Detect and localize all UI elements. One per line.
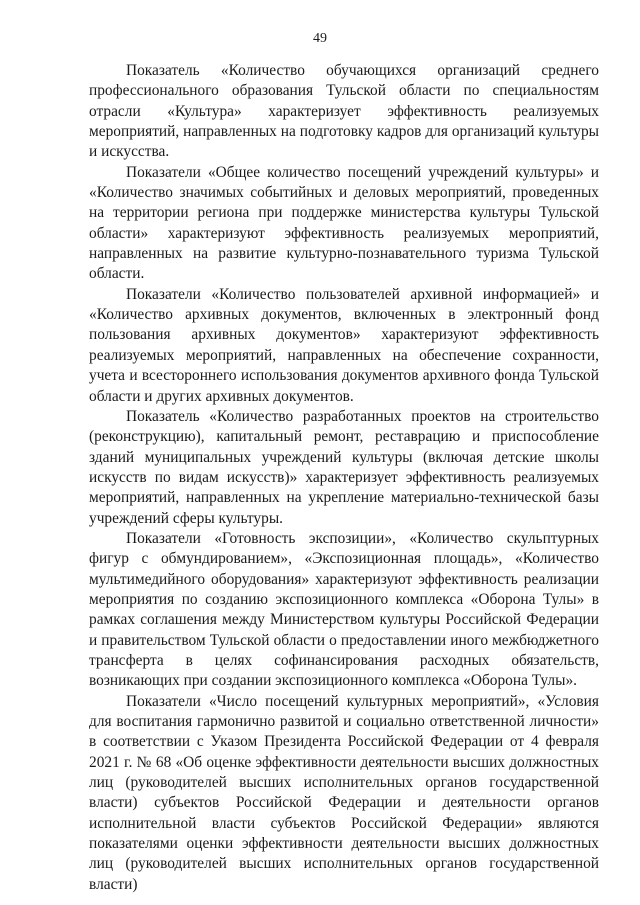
paragraph-5: Показатели «Готовность экспозиции», «Количество скульптурных фигур с обмундированием», «Экспозиционная площадь», «Количество мультимедийного оборудования» характеризуют эффективность реализации мероприятия по созданию экспозиционного комплекса «Оборона Тулы» в рамках соглашения между Министерством культуры Российской Федерации и правительством Тульской области о предоставлении иного межбюджетного трансферта в целях софинансирования расходных обязательств, возникающих при создании экспозиционного комплекса «Оборона Тулы». xyxy=(89,529,599,690)
paragraph-1: Показатель «Количество обучающихся организаций среднего профессионального образования Тульской области по специальностям отрасли «Культура» характеризует эффективность реализуемых мероприятий, направленных на подготовку кадров для организаций культуры и искусства. xyxy=(89,62,599,161)
page-number: 49 xyxy=(313,31,327,46)
paragraph-3: Показатели «Количество пользователей архивной информацией» и «Количество архивных документов, включенных в электронный фонд пользования архивных документов» характеризуют эффективность реализуемых мероприятий, направленных на обеспечение сохранности, учета и всестороннего использования документов архивного фонда Тульской области и других архивных документов. xyxy=(89,285,599,405)
paragraph-4: Показатель «Количество разработанных проектов на строительство (реконструкцию), капитальный ремонт, реставрацию и приспособление зданий муниципальных учреждений культуры (включая детские школы искусств по видам искусств)» характеризует эффективность реализуемых мероприятий, направленных на укрепление материально-технической базы учреждений сферы культуры. xyxy=(89,407,599,527)
paragraph-6: Показатели «Число посещений культурных мероприятий», «Условия для воспитания гармонично развитой и социально ответственной личности» в соответствии с Указом Президента Российской Федерации от 4 февраля 2021 г. № 68 «Об оценке эффективности деятельности высших должностных лиц (руководителей высших исполнительных органов государственной власти) субъектов Российской Федерации и деятельности органов исполнительной власти субъектов Российской Федерации» являются показателями оценки эффективности деятельности высших должностных лиц (руководителей высших исполнительных органов государственной власти) xyxy=(89,692,599,893)
document-body xyxy=(89,61,599,895)
paragraph-2: Показатели «Общее количество посещений учреждений культуры» и «Количество значимых событийных и деловых мероприятий, проведенных на территории региона при поддержке министерства культуры Тульской области» характеризуют эффективность реализуемых мероприятий, направленных на развитие культурно-познавательного туризма Тульской области. xyxy=(89,163,599,283)
